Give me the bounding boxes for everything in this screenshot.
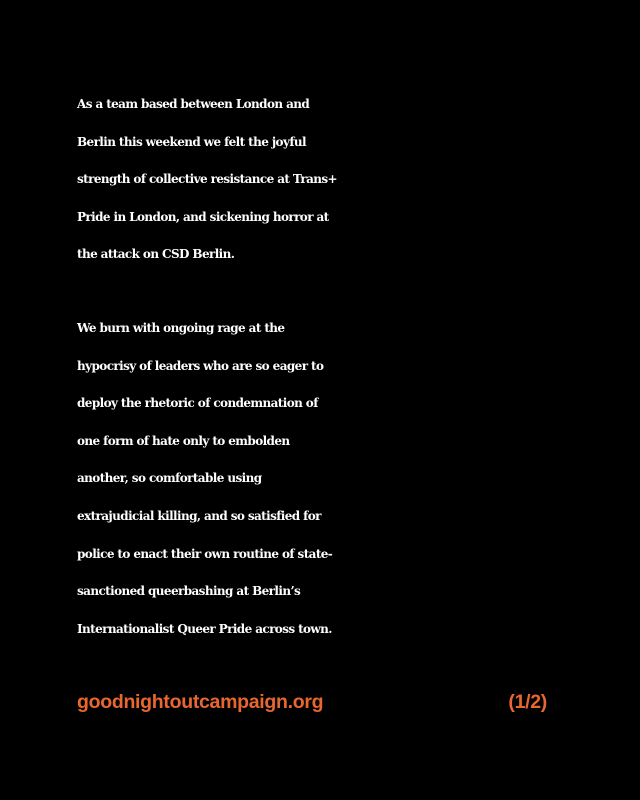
statement-paragraph-1 <box>77 86 577 274</box>
text-line: the attack on CSD Berlin. <box>77 247 235 262</box>
text-line: police to enact their own routine of state- <box>77 546 333 561</box>
text-line: Internationalist Queer Pride across town. <box>77 621 332 636</box>
text-line: deploy the rhetoric of condemnation of <box>77 396 318 411</box>
text-line: strength of collective resistance at Trans+ <box>77 172 337 187</box>
text-line: sanctioned queerbashing at Berlin’s <box>77 584 301 599</box>
footer <box>77 688 547 716</box>
statement-paragraph-2 <box>77 310 577 648</box>
text-line: Berlin this weekend we felt the joyful <box>77 134 306 149</box>
text-line: another, so comfortable using <box>77 471 262 486</box>
text-line: We burn with ongoing rage at the <box>77 321 285 335</box>
text-line: Pride in London, and sickening horror at <box>77 209 329 224</box>
text-line: hypocrisy of leaders who are so eager to <box>77 358 324 373</box>
text-line: extrajudicial killing, and so satisfied for <box>77 508 321 523</box>
text-line: As a team based between London and <box>77 97 310 111</box>
website-url: goodnightoutcampaign.org <box>77 691 324 713</box>
text-line: one form of hate only to embolden <box>77 433 290 448</box>
page-indicator: (1/2) <box>508 691 547 713</box>
